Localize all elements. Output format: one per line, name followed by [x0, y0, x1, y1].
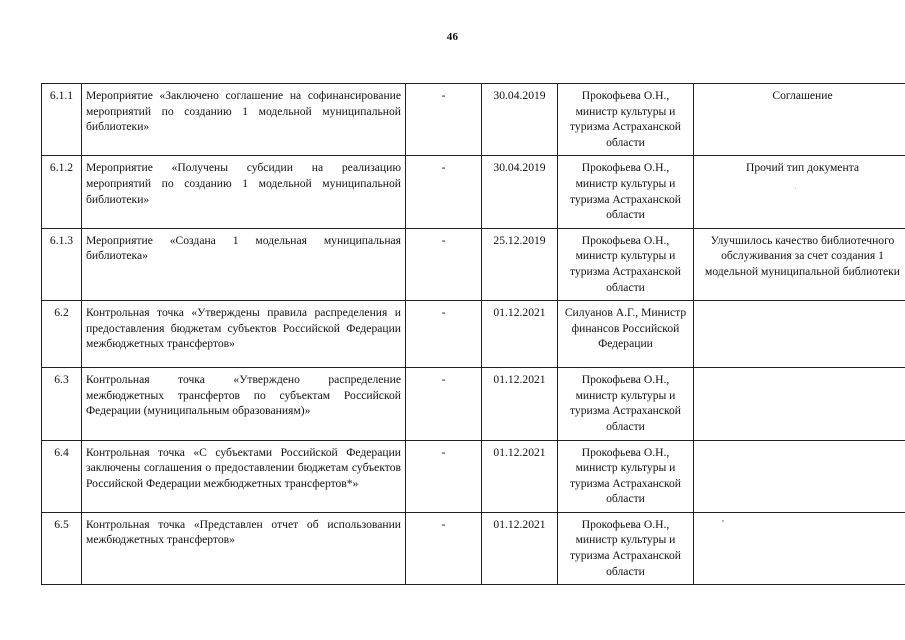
row-start-date: - — [406, 228, 482, 300]
row-number: 6.1.1 — [42, 84, 82, 156]
row-start-date: - — [406, 156, 482, 228]
scan-speck — [722, 520, 724, 522]
row-description: Мероприятие «Заключено соглашение на софинансирование мероприятий по созданию 1 модельной муниципальной библиотеки» — [82, 84, 406, 156]
row-start-date: - — [406, 368, 482, 440]
row-start-date: - — [406, 512, 482, 584]
row-end-date: 01.12.2021 — [482, 368, 558, 440]
table-row — [42, 84, 905, 156]
row-result: Прочий тип документа — [694, 156, 905, 228]
row-number: 6.3 — [42, 368, 82, 440]
row-result — [694, 301, 905, 368]
row-result: Улучшилось качество библиотечного обслуживания за счет создания 1 модельной муниципальной библиотеки — [694, 228, 905, 300]
table-row — [42, 301, 905, 368]
row-result — [694, 440, 905, 512]
row-start-date: - — [406, 84, 482, 156]
table-row — [42, 368, 905, 440]
table-row — [42, 228, 905, 300]
row-responsible: Силуанов А.Г., Министр финансов Российской Федерации — [558, 301, 694, 368]
table-row — [42, 156, 905, 228]
table-row — [42, 440, 905, 512]
scan-speck — [795, 188, 796, 189]
row-responsible: Прокофьева О.Н., министр культуры и туризма Астраханской области — [558, 84, 694, 156]
row-description: Контрольная точка «С субъектами Российской Федерации заключены соглашения о предоставлении бюджетам субъектов Российской Федерации межбюджетных трансфертов*» — [82, 440, 406, 512]
row-responsible: Прокофьева О.Н., министр культуры и туризма Астраханской области — [558, 512, 694, 584]
row-description: Мероприятие «Получены субсидии на реализацию мероприятий по созданию 1 модельной муниципальной библиотеки» — [82, 156, 406, 228]
table-row — [42, 512, 905, 584]
row-end-date: 01.12.2021 — [482, 440, 558, 512]
row-result: Соглашение — [694, 84, 905, 156]
row-result — [694, 368, 905, 440]
row-description: Мероприятие «Создана 1 модельная муниципальная библиотека» — [82, 228, 406, 300]
row-end-date: 25.12.2019 — [482, 228, 558, 300]
row-end-date: 30.04.2019 — [482, 84, 558, 156]
row-responsible: Прокофьева О.Н., министр культуры и туризма Астраханской области — [558, 156, 694, 228]
row-number: 6.4 — [42, 440, 82, 512]
row-description: Контрольная точка «Представлен отчет об использовании межбюджетных трансфертов» — [82, 512, 406, 584]
row-number: 6.1.2 — [42, 156, 82, 228]
row-end-date: 30.04.2019 — [482, 156, 558, 228]
row-start-date: - — [406, 440, 482, 512]
row-description: Контрольная точка «Утверждены правила распределения и предоставления бюджетам субъектов Российской Федерации межбюджетных трансфертов» — [82, 301, 406, 368]
row-responsible: Прокофьева О.Н., министр культуры и туризма Астраханской области — [558, 440, 694, 512]
row-start-date: - — [406, 301, 482, 368]
row-result — [694, 512, 905, 584]
row-end-date: 01.12.2021 — [482, 301, 558, 368]
row-description: Контрольная точка «Утверждено распределение межбюджетных трансфертов по субъектам Российской Федерации (муниципальным образованиям)» — [82, 368, 406, 440]
row-responsible: Прокофьева О.Н., министр культуры и туризма Астраханской области — [558, 228, 694, 300]
row-number: 6.2 — [42, 301, 82, 368]
schedule-table — [41, 83, 905, 585]
row-number: 6.5 — [42, 512, 82, 584]
row-number: 6.1.3 — [42, 228, 82, 300]
row-end-date: 01.12.2021 — [482, 512, 558, 584]
page-number: 46 — [446, 31, 459, 43]
row-responsible: Прокофьева О.Н., министр культуры и туризма Астраханской области — [558, 368, 694, 440]
